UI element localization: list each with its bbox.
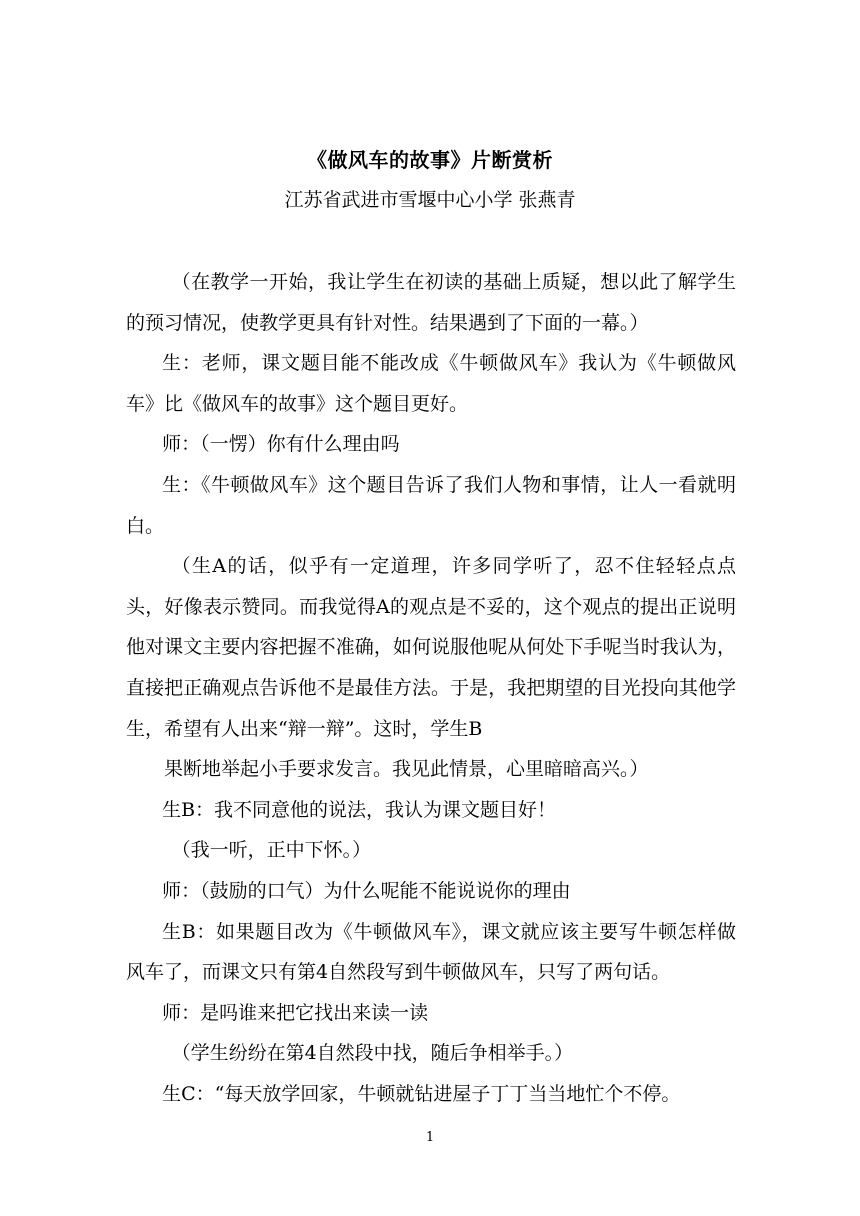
paragraph-8: （我一听，正中下怀。） <box>171 839 372 862</box>
paragraph-11: 师：是吗谁来把它找出来读一读 <box>162 1001 429 1024</box>
author-line: 江苏省武进市雪堰中心小学 张燕青 <box>284 189 576 211</box>
paragraph-4: 生：《牛顿做风车》这个题目告诉了我们人物和事情，让人一看就明白。 <box>126 473 736 537</box>
paragraph-9: 师：（鼓励的口气）为什么呢能不能说说你的理由 <box>162 879 571 902</box>
paragraph-5: （生A的话，似乎有一定道理，许多同学听了，忍不住轻轻点点头，好像表示赞同。而我觉得A的观点是不妥的，这个观点的提出正说明他对课文主要内容把握不准确，如何说服他呢从何处下手呢当时我认为，直接把正确观点告诉他不是最佳方法。于是，我把期望的目光投向其他学生，希望有人出来“辩一辩”。这时，学生B <box>126 555 736 740</box>
paragraph-7: 生B：我不同意他的说法，我认为课文题目好！ <box>162 798 557 821</box>
paragraph-2: 生：老师，课文题目能不能改成《牛顿做风车》我认为《牛顿做风车》比《做风车的故事》这个题目更好。 <box>126 352 736 415</box>
document-title: 《做风车的故事》片断赏析 <box>307 148 553 172</box>
paragraph-3: 师：（一愣）你有什么理由吗 <box>162 433 400 456</box>
paragraph-12: （学生纷纷在第4自然段中找，随后争相举手。） <box>171 1042 574 1065</box>
paragraph-6: 果断地举起小手要求发言。我见此情景，心里暗暗高兴。） <box>164 758 649 781</box>
page-number: 1 <box>425 1130 435 1145</box>
paragraph-10: 生B：如果题目改为《牛顿做风车》，课文就应该主要写牛顿怎样做风车了，而课文只有第4自然段写到牛顿做风车，只写了两句话。 <box>126 920 736 984</box>
paragraph-13: 生C：“每天放学回家，牛顿就钻进屋子丁丁当当地忙个不停。 <box>162 1082 681 1105</box>
document-body <box>126 262 736 1114</box>
paragraph-1: （在教学一开始，我让学生在初读的基础上质疑，想以此了解学生的预习情况，使教学更具有针对性。结果遇到了下面的一幕。） <box>126 271 736 334</box>
